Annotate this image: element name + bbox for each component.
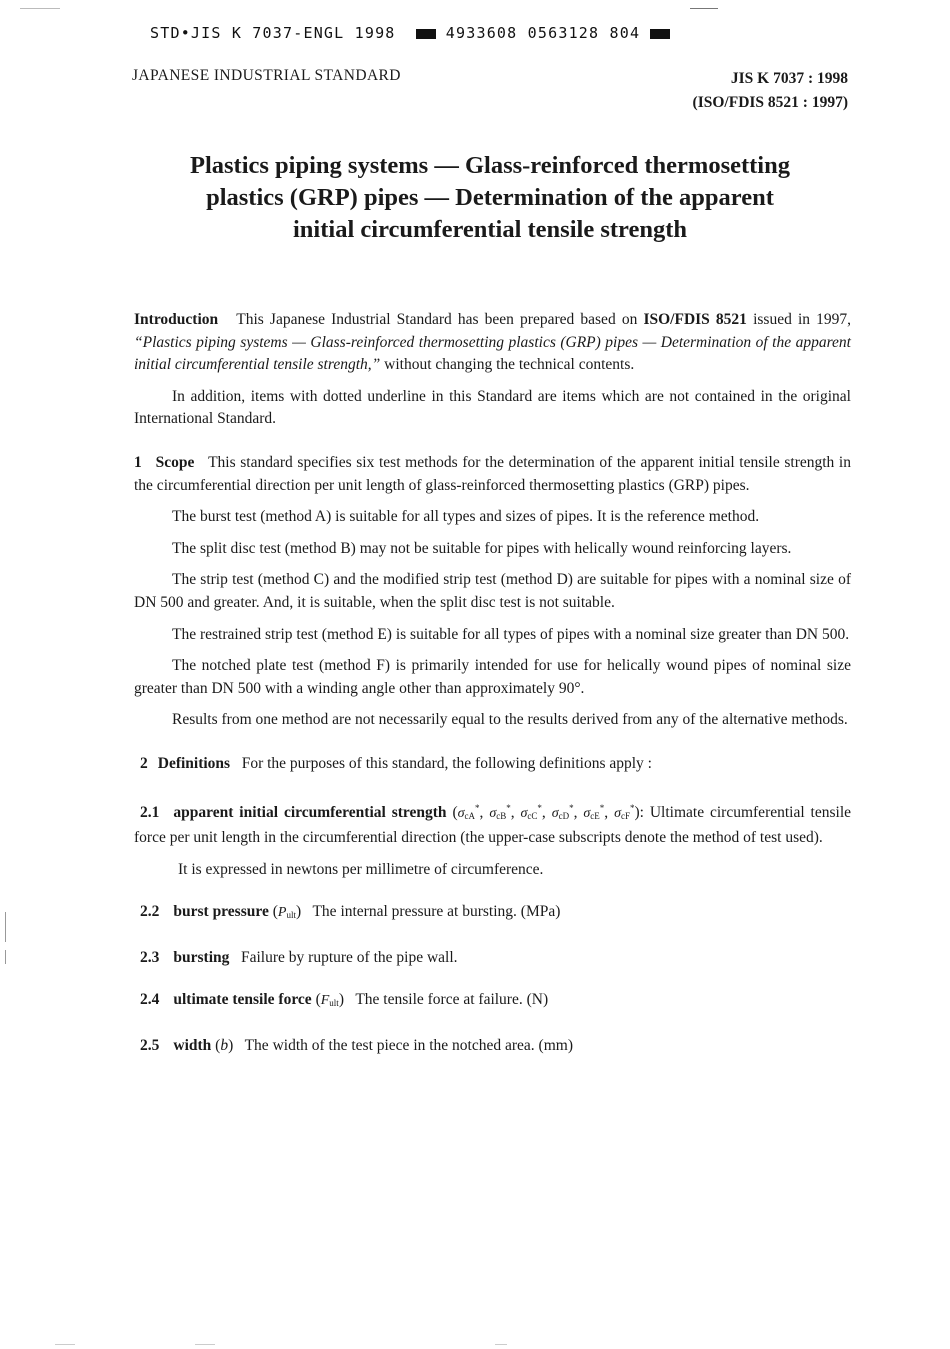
definition-term: width [173,1037,212,1055]
definition-2-3 [134,947,851,970]
sigma-symbol: $\sigma_{cE}^*$ [583,802,605,821]
definition-2-5: 2.5 width (b) The width of the test piece in the notched area. (mm) [134,1035,851,1058]
standard-number-block [693,67,848,115]
scope-method-f: The notched plate test (method F) is primarily intended for use for helically wound pipes of nominal size greater than DN 500 with a winding angle other than approximately 90°. [134,657,851,697]
definition-term: ultimate tensile force [173,991,312,1009]
sigma-symbol: $\sigma_{cD}^*$ [551,802,574,821]
sigma-symbol: $\sigma_{cC}^*$ [520,802,542,821]
section-number: 1 [134,453,142,471]
standard-number: JIS K 7037 : 1998 [730,70,848,87]
title-line: initial circumferential tensile strength [293,216,687,243]
iso-ref-bold: ISO/FDIS 8521 [643,311,747,328]
definition-term: bursting [173,948,230,966]
scope-method-a: The burst test (method A) is suitable for all types and sizes of pipes. It is the reference method. [172,508,760,526]
bottom-scan-mark [55,1344,75,1345]
scope-paragraph [134,452,851,497]
black-bar-mark [650,29,670,39]
margin-scan-mark [5,912,6,942]
definition-number: 2.4 [140,991,160,1009]
std-code-1: 4933608 [445,24,518,42]
quoted-title: “Plastics piping systems — Glass-reinforced thermosetting plastics (GRP) pipes — Determination of the apparent initial circumferential tensile strength,” [134,333,851,374]
sigma-symbol: $\sigma_{cB}^*$ [489,802,511,821]
sigma-symbol: $\sigma_{cF}^*$ [614,802,635,821]
scope-results-note: Results from one method are not necessarily equal to the results derived from any of the alternative methods. [172,711,848,729]
black-bar-mark [416,29,436,39]
definition-2-1: 2.1 apparent initial circumferential strength ($\sigma_{cA}^*$, $\sigma_{cB}^*$, $\sigma_{cC}^*$, $\sigma_{cD}^*$, $\sigma_{cE}^*$, $\sigma_{cF}^*$): Ultimate circumferential tensile force per unit length in the circumferential direction (the upper-case subscripts denote the method of test used). [134,802,852,847]
sigma-symbol: $\sigma_{cA}^*$ [457,802,480,821]
definition-2-1-note: It is expressed in newtons per millimetre of circumference. [178,860,544,878]
document-title [120,150,860,246]
b-symbol: b [220,1037,229,1055]
introduction-paragraph [134,309,851,377]
top-scan-line-left [20,8,60,9]
definitions-intro: For the purposes of this standard, the following definitions apply : [241,754,652,772]
section-number: 2 [140,754,148,772]
scope-method-b: The split disc test (method B) may not be suitable for pipes with helically wound reinforcing layers. [172,539,792,557]
definitions-paragraph [134,753,851,776]
definition-number: 2.5 [140,1037,160,1055]
definition-number: 2.3 [140,948,160,966]
title-line: Plastics piping systems — Glass-reinforced thermosetting [190,152,790,179]
std-code-2: 0563128 [527,24,600,42]
bottom-scan-mark [495,1344,507,1345]
introduction-heading: Introduction [134,311,219,328]
std-designation: STD•JIS K 7037-ENGL 1998 [150,24,396,42]
f-ult-symbol: $F_{ult}$ [320,993,339,1009]
scope-method-c-d: The strip test (method C) and the modified strip test (method D) are suitable for pipes with a nominal size of DN 500 and greater. And, it is suitable, when the split disc test is not suitable. [134,571,851,611]
intro-text: This Japanese Industrial Standard has been prepared based on [236,311,638,328]
definition-text: The width of the test piece in the notched area. (mm) [244,1037,573,1055]
definition-text: Failure by rupture of the pipe wall. [241,948,458,966]
margin-scan-mark [5,950,6,964]
introduction-paragraph-2: In addition, items with dotted underline in this Standard are items which are not contained in the original International Standard. [134,387,851,428]
definition-number: 2.2 [140,903,160,921]
scope-method-e: The restrained strip test (method E) is suitable for all types of pipes with a nominal size greater than DN 500. [172,625,850,643]
definitions-heading: Definitions [157,754,231,772]
intro-text: without changing the technical contents. [384,356,635,374]
definition-text: The tensile force at failure. (N) [355,991,549,1009]
definition-term: apparent initial circumferential strength [173,803,447,821]
iso-reference: (ISO/FDIS 8521 : 1997) [692,94,848,111]
bottom-scan-mark [195,1344,215,1345]
top-scan-line-right [690,8,718,9]
definition-text: The internal pressure at bursting. (MPa) [312,903,561,921]
std-reference-line [150,24,680,42]
intro-text: issued in 1997, [753,311,852,328]
definition-2-4: 2.4 ultimate tensile force $(F_{ult})$ The tensile force at failure. (N) [134,989,851,1015]
definition-number: 2.1 [140,803,160,821]
document-body [134,309,851,1058]
title-line: plastics (GRP) pipes — Determination of the apparent [206,184,774,211]
scope-text: This standard specifies six test methods for the determination of the apparent initial tensile strength in the circumferential direction per unit length of glass-reinforced thermosetting plastics (GRP) pipes. [134,453,851,494]
p-ult-symbol: $P_{ult}$ [277,905,296,921]
definition-text: : Ultimate circumferential tensile force per unit length in the circumferential direction (the upper-case subscripts denote the method of test used). [134,803,852,847]
std-code-3: 804 [609,24,641,42]
definition-2-2: 2.2 burst pressure $(P_{ult})$ The internal pressure at bursting. (MPa) [134,901,851,927]
standard-label: JAPANESE INDUSTRIAL STANDARD [132,67,401,84]
scope-heading: Scope [155,453,195,471]
definition-term: burst pressure [173,903,269,921]
